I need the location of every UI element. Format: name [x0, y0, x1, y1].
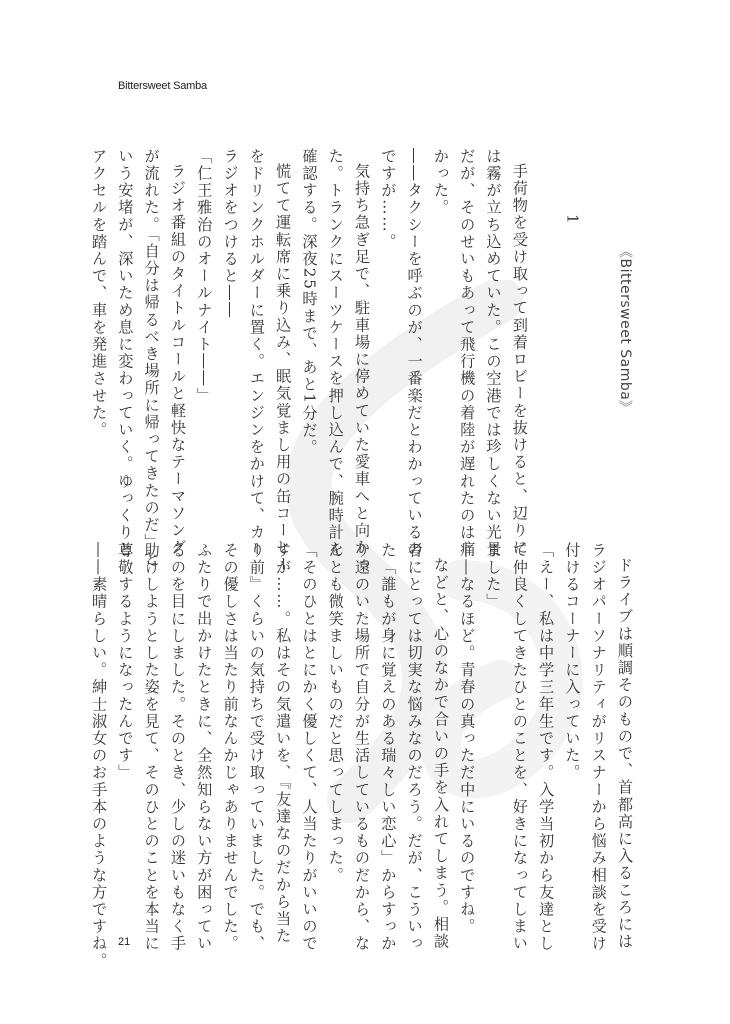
text-line: 慌てて運転席に乗り込み、眠気覚まし用の缶コーヒー	[274, 163, 293, 574]
text-line: ラジオ番組のタイトルコールと軽快なテーマソング	[168, 163, 187, 557]
text-line: た「誰もが身に覚えのある瑞々しい恋心」からすっか	[379, 542, 398, 953]
text-line: ――タクシーを呼ぶのが、一番楽だとわかっているの	[405, 148, 424, 559]
text-line: 付けるコーナーに入っていた。	[563, 542, 582, 782]
text-line: ふたりで出かけたときに、全然知らない方が困ってい	[195, 542, 214, 953]
text-block-top	[86, 148, 638, 574]
running-head: Bittersweet Samba	[118, 80, 207, 92]
text-line: ――素晴らしい。紳士淑女のお手本のような方ですね。	[90, 542, 109, 970]
text-line: ですが……。	[379, 148, 398, 251]
text-line: んとも微笑ましいものだと思ってしまった。	[326, 542, 345, 884]
text-line: だが、そのせいもあって飛行機の着陸が遅れたのは痛	[458, 148, 477, 559]
spacer	[533, 148, 559, 494]
text-line: が流れた。「自分は帰るべき場所に帰ってきたのだ」と	[142, 148, 161, 568]
text-line: 気持ち急ぎ足で、駐車場に停めていた愛車へと向かっ	[353, 163, 372, 574]
text-line: り遠のいた場所で自分が生活しているものだから、な	[353, 542, 372, 953]
text-line: 確認する。深夜25時まで、あと1分だ。	[300, 148, 319, 457]
text-line: などと、心のなかで合いの手を入れてしまう。相談	[431, 557, 450, 951]
text-line: て仲良くしてきたひとのことを、好きになってしまい	[510, 542, 529, 953]
text-line: 「えー、私は中学三年生です。入学当初から友達とし	[537, 542, 556, 953]
text-line: をドリンクホルダーに置く。エンジンをかけて、カー	[247, 148, 266, 559]
chapter-number: 1	[563, 214, 582, 226]
spacer	[585, 148, 611, 494]
text-line: その優しさは当たり前なんかじゃありませんでした。	[221, 542, 240, 953]
text-line: 尊敬するようになったんです」	[116, 542, 135, 782]
text-line: かった。	[431, 148, 450, 217]
text-line: ラジオをつけると――	[221, 148, 240, 319]
text-line: は霧が立ち込めていた。この空港では珍しくない光景	[484, 148, 503, 559]
text-line: 「そのひとはとにかく優しくて、人当たりがいいので	[300, 542, 319, 953]
text-line: り前』くらいの気持ちで受け取っていました。でも、	[247, 542, 266, 953]
page-number: 21	[118, 936, 131, 948]
text-line: るのを目にしました。そのとき、少しの迷いもなく手	[168, 542, 187, 953]
text-line: すが……。私はその気遣いを、『友達なのだから当た	[274, 542, 293, 945]
text-line: ラジオパーソナリティがリスナーから悩み相談を受け	[589, 542, 608, 953]
text-line: アクセルを踏んで、車を発進させた。	[90, 148, 109, 439]
text-line: ――なるほど。青春の真っただ中にいるのですね。	[458, 542, 477, 936]
story-title: 《Bittersweet Samba》	[617, 244, 633, 415]
text-line: 「仁王雅治のオールナイト――」	[195, 148, 214, 405]
text-line: ました」	[484, 542, 503, 611]
text-line: 手荷物を受け取って到着ロビーを抜けると、辺りに	[510, 163, 529, 557]
text-line: 者にとっては切実な悩みなのだろう。だが、こういっ	[405, 542, 424, 953]
text-line: 助けしようとした姿を見て、そのひとのことを本当に	[142, 542, 161, 953]
text-line: いう安堵が、深いため息に変わっていく。ゆっくりと	[116, 148, 135, 559]
text-line: た。トランクにスーツケースを押し込んで、腕時計を	[326, 148, 345, 559]
text-line: ドライブは順調そのもので、首都高に入るころには	[616, 557, 634, 951]
